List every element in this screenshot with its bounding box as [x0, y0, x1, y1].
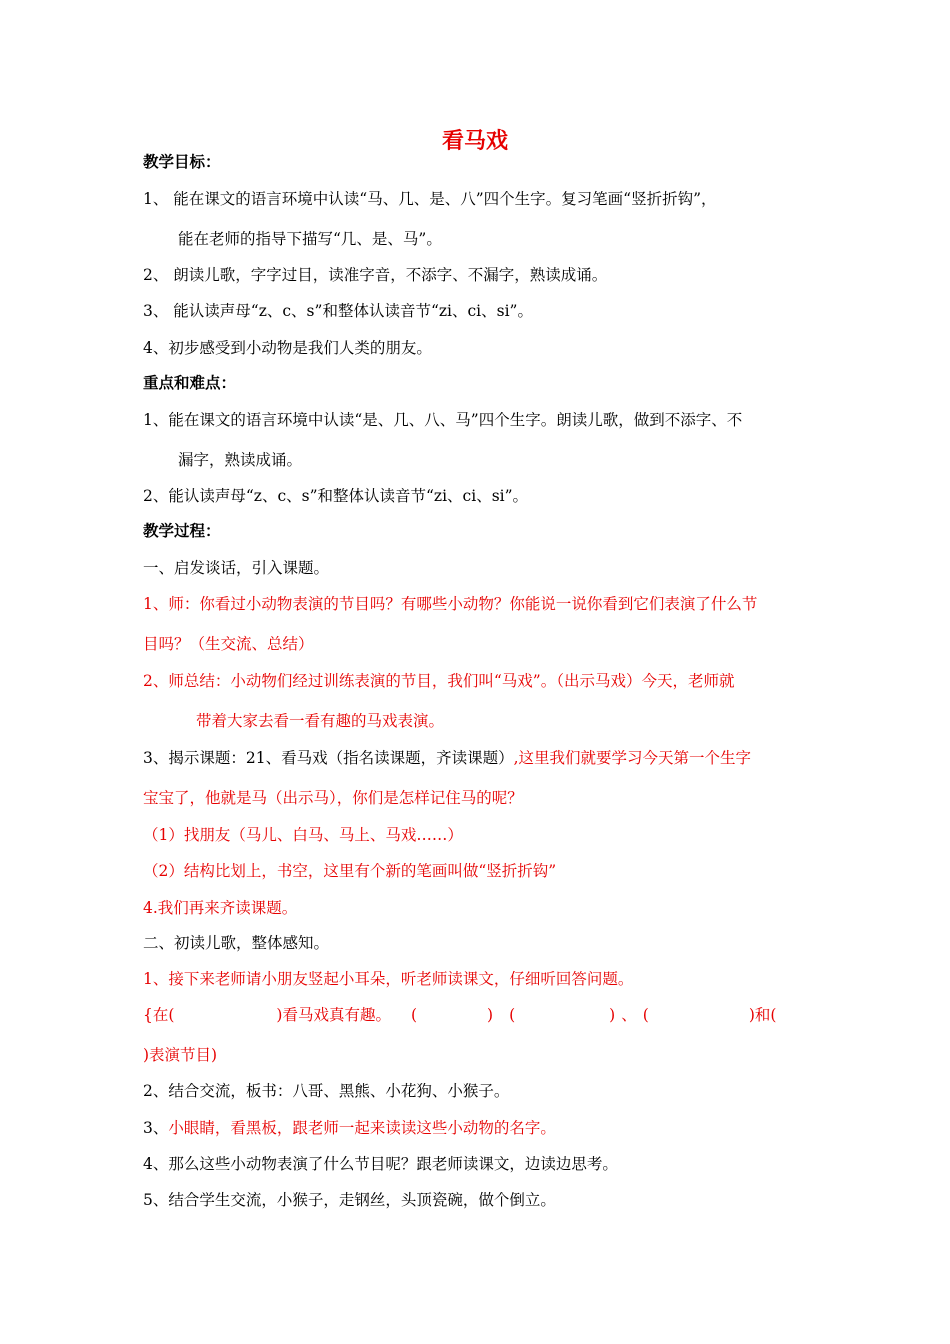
p2-item1: 1、接下来老师请小朋友竖起小耳朵，听老师读课文，仔细听回答问题。 — [143, 970, 634, 988]
keypoint-1-continued: 漏字，熟读成诵。 — [178, 451, 303, 469]
part1-heading: 一、启发谈话，引入课题。 — [143, 559, 330, 577]
p2-fill-blank-end: )表演节目) — [143, 1046, 218, 1064]
process-heading: 教学过程： — [143, 522, 221, 540]
p1-item3-red: ,这里我们就要学习今天第一个生字 — [513, 749, 752, 767]
fill-part-a: {在( — [143, 1006, 175, 1024]
keypoint-2: 2、能认读声母“z、c、s”和整体认读音节“zi、ci、si”。 — [143, 487, 529, 505]
goal-1: 1、 能在课文的语言环境中认读“马、几、是、八”四个生字。复习笔画“竖折折钩”， — [143, 190, 717, 208]
goal-1-continued: 能在老师的指导下描写“几、是、马”。 — [178, 230, 442, 248]
part2-heading: 二、初读儿歌，整体感知。 — [143, 934, 330, 952]
fill-part-i: )和( — [748, 1006, 777, 1024]
keypoint-1: 1、能在课文的语言环境中认读“是、几、八、马”四个生字。朗读儿歌，做到不添字、不 — [143, 411, 743, 429]
p1-item3-black: 3、揭示课题：21、看马戏（指名读课题，齐读课题） — [143, 749, 514, 767]
p1-item3-sub2: （2）结构比划上，书空，这里有个新的笔画叫做“竖折折钩” — [143, 862, 557, 880]
p2-item3-red: 小眼睛，看黑板，跟老师一起来读读这些小动物的名字。 — [168, 1119, 556, 1137]
goal-3: 3、 能认读声母“z、c、s”和整体认读音节“zi、ci、si”。 — [143, 302, 533, 320]
goal-2: 2、 朗读儿歌，字字过目，读准字音，不添字、不漏字，熟读成诵。 — [143, 266, 608, 284]
goal-4: 4、初步感受到小动物是我们人类的朋友。 — [143, 339, 432, 357]
p1-item2-continued: 带着大家去看一看有趣的马戏表演。 — [196, 712, 445, 730]
fill-part-h: ( — [642, 1006, 649, 1024]
p1-item4: 4.我们再来齐读课题。 — [143, 899, 298, 917]
p1-item2: 2、师总结：小动物们经过训练表演的节目，我们叫“马戏”。（出示马戏）今天，老师就 — [143, 672, 735, 690]
fill-part-e: ( — [509, 1006, 516, 1024]
p2-item3 — [143, 1118, 556, 1138]
fill-part-f: ) — [609, 1006, 616, 1024]
fill-part-d: ) — [487, 1006, 494, 1024]
p1-item1-continued: 目吗？（生交流、总结） — [143, 635, 314, 653]
keypoints-heading: 重点和难点： — [143, 374, 237, 392]
p2-item5: 5、结合学生交流，小猴子，走钢丝，头顶瓷碗，做个倒立。 — [143, 1191, 556, 1209]
p2-item2: 2、结合交流，板书：八哥、黑熊、小花狗、小猴子。 — [143, 1082, 510, 1100]
fill-part-b: )看马戏真有趣。 — [276, 1006, 391, 1024]
fill-part-g: 、 — [621, 1006, 637, 1024]
goals-heading: 教学目标： — [143, 153, 221, 171]
p2-item4: 4、那么这些小动物表演了什么节目呢？跟老师读课文，边读边思考。 — [143, 1155, 618, 1173]
page-title: 看马戏 — [441, 129, 508, 154]
p1-item3-continued: 宝宝了，他就是马（出示马），你们是怎样记住马的呢？ — [143, 789, 523, 807]
p1-item3-sub1: （1）找朋友（马儿、白马、马上、马戏……） — [143, 826, 463, 844]
p1-item1: 1、师：你看过小动物表演的节目吗？有哪些小动物？你能说一说你看到它们表演了什么节 — [143, 595, 758, 613]
p2-fill-blank — [143, 1005, 776, 1025]
fill-part-c: ( — [410, 1006, 418, 1024]
p1-item3 — [143, 748, 751, 768]
p2-item3-black: 3、 — [143, 1119, 169, 1137]
